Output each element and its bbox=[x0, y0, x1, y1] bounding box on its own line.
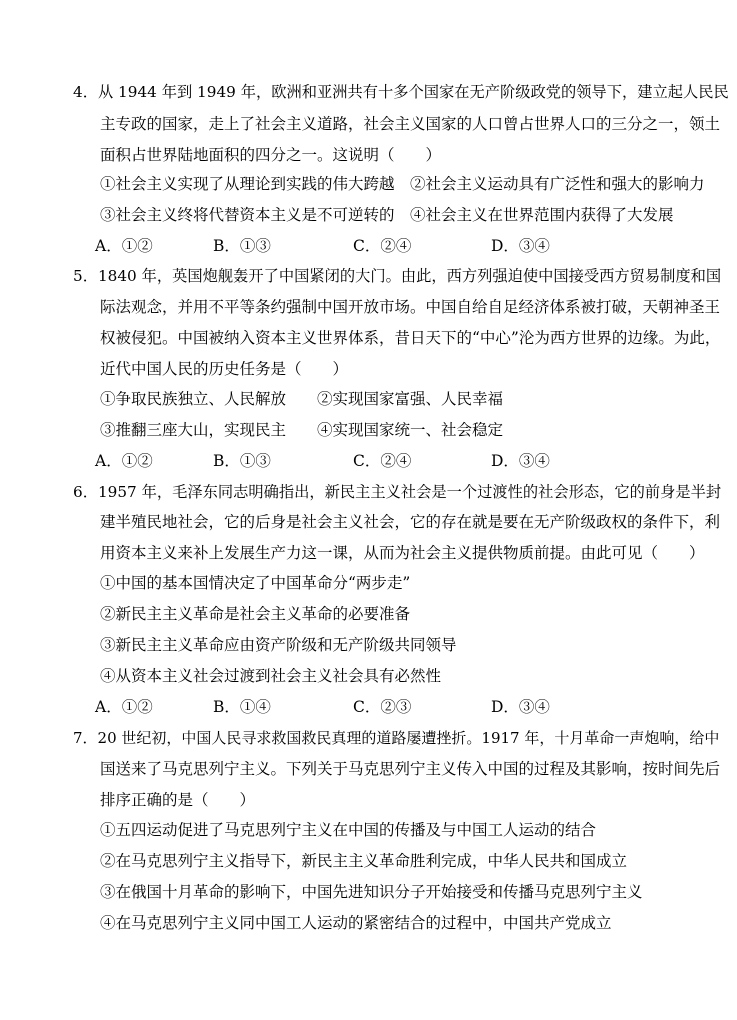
statement-line: ③社会主义终将代替资本主义是不可逆转的 ④社会主义在世界范围内获得了大发展 bbox=[100, 206, 674, 224]
question-text-line: 5．1840 年，英国炮舰轰开了中国紧闭的大门。由此，西方列强迫使中国接受西方贸易制度和国 bbox=[73, 267, 722, 285]
question-text-line: 面积占世界陆地面积的四分之一。这说明（ ） bbox=[100, 146, 442, 164]
question-text-line: 用资本主义来补上发展生产力这一课，从而为社会主义提供物质前提。由此可见（ ） bbox=[100, 544, 705, 562]
question-text-line: 际法观念，并用不平等条约强制中国开放市场。中国自给自足经济体系被打破，天朝神圣王 bbox=[100, 298, 721, 316]
question-text-line: 7．20 世纪初，中国人民寻求救国救民真理的道路屡遭挫折。1917 年，十月革命一声炮响，给中 bbox=[73, 729, 720, 747]
statement-line: ④从资本主义社会过渡到社会主义社会具有必然性 bbox=[100, 667, 442, 685]
question-text-line: 排序正确的是（ ） bbox=[100, 791, 256, 809]
choice-c[interactable]: C．②④ bbox=[353, 452, 412, 470]
choice-a[interactable]: A．①② bbox=[95, 698, 153, 716]
statement-line: ③推翻三座大山，实现民主 ④实现国家统一、社会稳定 bbox=[100, 421, 504, 439]
question-text-line: 近代中国人民的历史任务是（ ） bbox=[100, 360, 349, 378]
choice-d[interactable]: D．③④ bbox=[491, 237, 550, 255]
question-text-line: 6．1957 年，毛泽东同志明确指出，新民主主义社会是一个过渡性的社会形态，它的前身是半封 bbox=[73, 483, 722, 501]
statement-line: ②新民主主义革命是社会主义革命的必要准备 bbox=[100, 605, 411, 623]
choice-d[interactable]: D．③④ bbox=[491, 452, 550, 470]
question-text-line: 4．从 1944 年到 1949 年，欧洲和亚洲共有十多个国家在无产阶级政党的领导下，建立起人民民 bbox=[73, 83, 729, 101]
statement-line: ②在马克思列宁主义指导下，新民主主义革命胜利完成，中华人民共和国成立 bbox=[100, 852, 628, 870]
choice-a[interactable]: A．①② bbox=[95, 237, 153, 255]
choice-b[interactable]: B．①④ bbox=[213, 698, 271, 716]
choice-c[interactable]: C．②③ bbox=[353, 698, 412, 716]
question-text-line: 国送来了马克思列宁主义。下列关于马克思列宁主义传入中国的过程及其影响，按时间先后 bbox=[100, 760, 721, 778]
question-text-line: 主专政的国家，走上了社会主义道路，社会主义国家的人口曾占世界人口的三分之一，领土 bbox=[100, 115, 721, 133]
choice-d[interactable]: D．③④ bbox=[491, 698, 550, 716]
question-text-line: 建半殖民地社会，它的后身是社会主义社会，它的存在就是要在无产阶级政权的条件下，利 bbox=[100, 513, 721, 531]
statement-line: ①争取民族独立、人民解放 ②实现国家富强、人民幸福 bbox=[100, 390, 504, 408]
statement-line: ①中国的基本国情决定了中国革命分“两步走” bbox=[100, 574, 411, 592]
choice-c[interactable]: C．②④ bbox=[353, 237, 412, 255]
statement-line: ④在马克思列宁主义同中国工人运动的紧密结合的过程中，中国共产党成立 bbox=[100, 914, 612, 932]
question-text-line: 权被侵犯。中国被纳入资本主义世界体系，昔日天下的“中心”沦为西方世界的边缘。为此， bbox=[100, 329, 721, 347]
choice-b[interactable]: B．①③ bbox=[213, 237, 271, 255]
choice-b[interactable]: B．①③ bbox=[213, 452, 271, 470]
statement-line: ①社会主义实现了从理论到实践的伟大跨越 ②社会主义运动具有广泛性和强大的影响力 bbox=[100, 175, 705, 193]
statement-line: ①五四运动促进了马克思列宁主义在中国的传播及与中国工人运动的结合 bbox=[100, 821, 597, 839]
statement-line: ③在俄国十月革命的影响下，中国先进知识分子开始接受和传播马克思列宁主义 bbox=[100, 883, 643, 901]
choice-a[interactable]: A．①② bbox=[95, 452, 153, 470]
statement-line: ③新民主主义革命应由资产阶级和无产阶级共同领导 bbox=[100, 636, 457, 654]
